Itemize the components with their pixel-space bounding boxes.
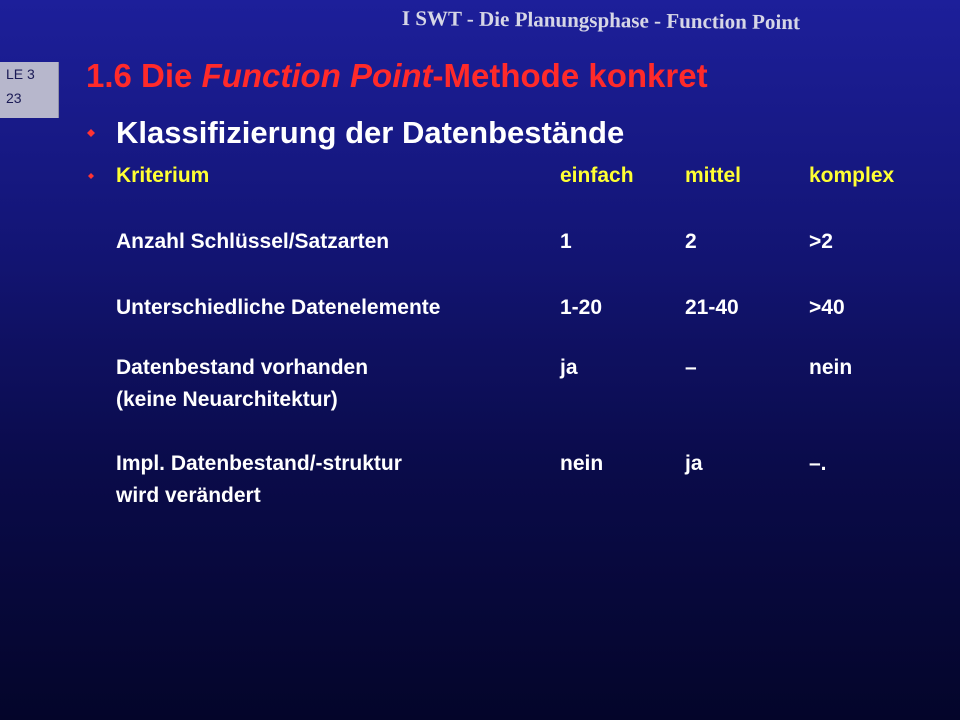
lesson-unit-label: LE 3 xyxy=(6,66,35,82)
column-header: Kriterium xyxy=(116,164,210,187)
einfach-cell: 1 xyxy=(560,230,572,253)
criterion-cell: Datenbestand vorhanden xyxy=(116,356,369,379)
einfach-cell: 1-20 xyxy=(560,296,603,319)
diamond-bullet-icon xyxy=(88,173,94,179)
column-header: komplex xyxy=(809,164,895,187)
lesson-badge xyxy=(0,62,59,118)
criterion-cell-line2: (keine Neuarchitektur) xyxy=(116,388,338,411)
criterion-cell: Impl. Datenbestand/-struktur xyxy=(116,452,402,475)
title-suffix: -Methode konkret xyxy=(432,57,708,94)
mittel-cell: – xyxy=(685,356,697,379)
criterion-cell: Unterschiedliche Datenelemente xyxy=(116,296,441,319)
title-emphasis: Function Point xyxy=(201,57,433,94)
einfach-cell: ja xyxy=(560,356,578,379)
slide-header: I SWT - Die Planungsphase - Function Point xyxy=(401,6,801,35)
slide-number: 23 xyxy=(6,90,22,106)
einfach-cell: nein xyxy=(560,452,604,475)
section-subheading: Klassifizierung der Datenbestände xyxy=(116,115,625,150)
mittel-cell: 21-40 xyxy=(685,296,739,319)
criterion-cell: Anzahl Schlüssel/Satzarten xyxy=(116,230,390,253)
mittel-cell: 2 xyxy=(685,230,697,253)
komplex-cell: >2 xyxy=(809,230,833,253)
komplex-cell: –. xyxy=(809,452,827,475)
column-header: einfach xyxy=(560,164,634,187)
column-header: mittel xyxy=(685,164,742,187)
criterion-cell-line2: wird verändert xyxy=(116,484,261,507)
komplex-cell: nein xyxy=(809,356,853,379)
diamond-bullet-icon xyxy=(87,129,95,137)
mittel-cell: ja xyxy=(685,452,703,475)
slide-title xyxy=(86,57,708,95)
title-prefix: 1.6 Die xyxy=(86,57,202,94)
komplex-cell: >40 xyxy=(809,296,845,319)
